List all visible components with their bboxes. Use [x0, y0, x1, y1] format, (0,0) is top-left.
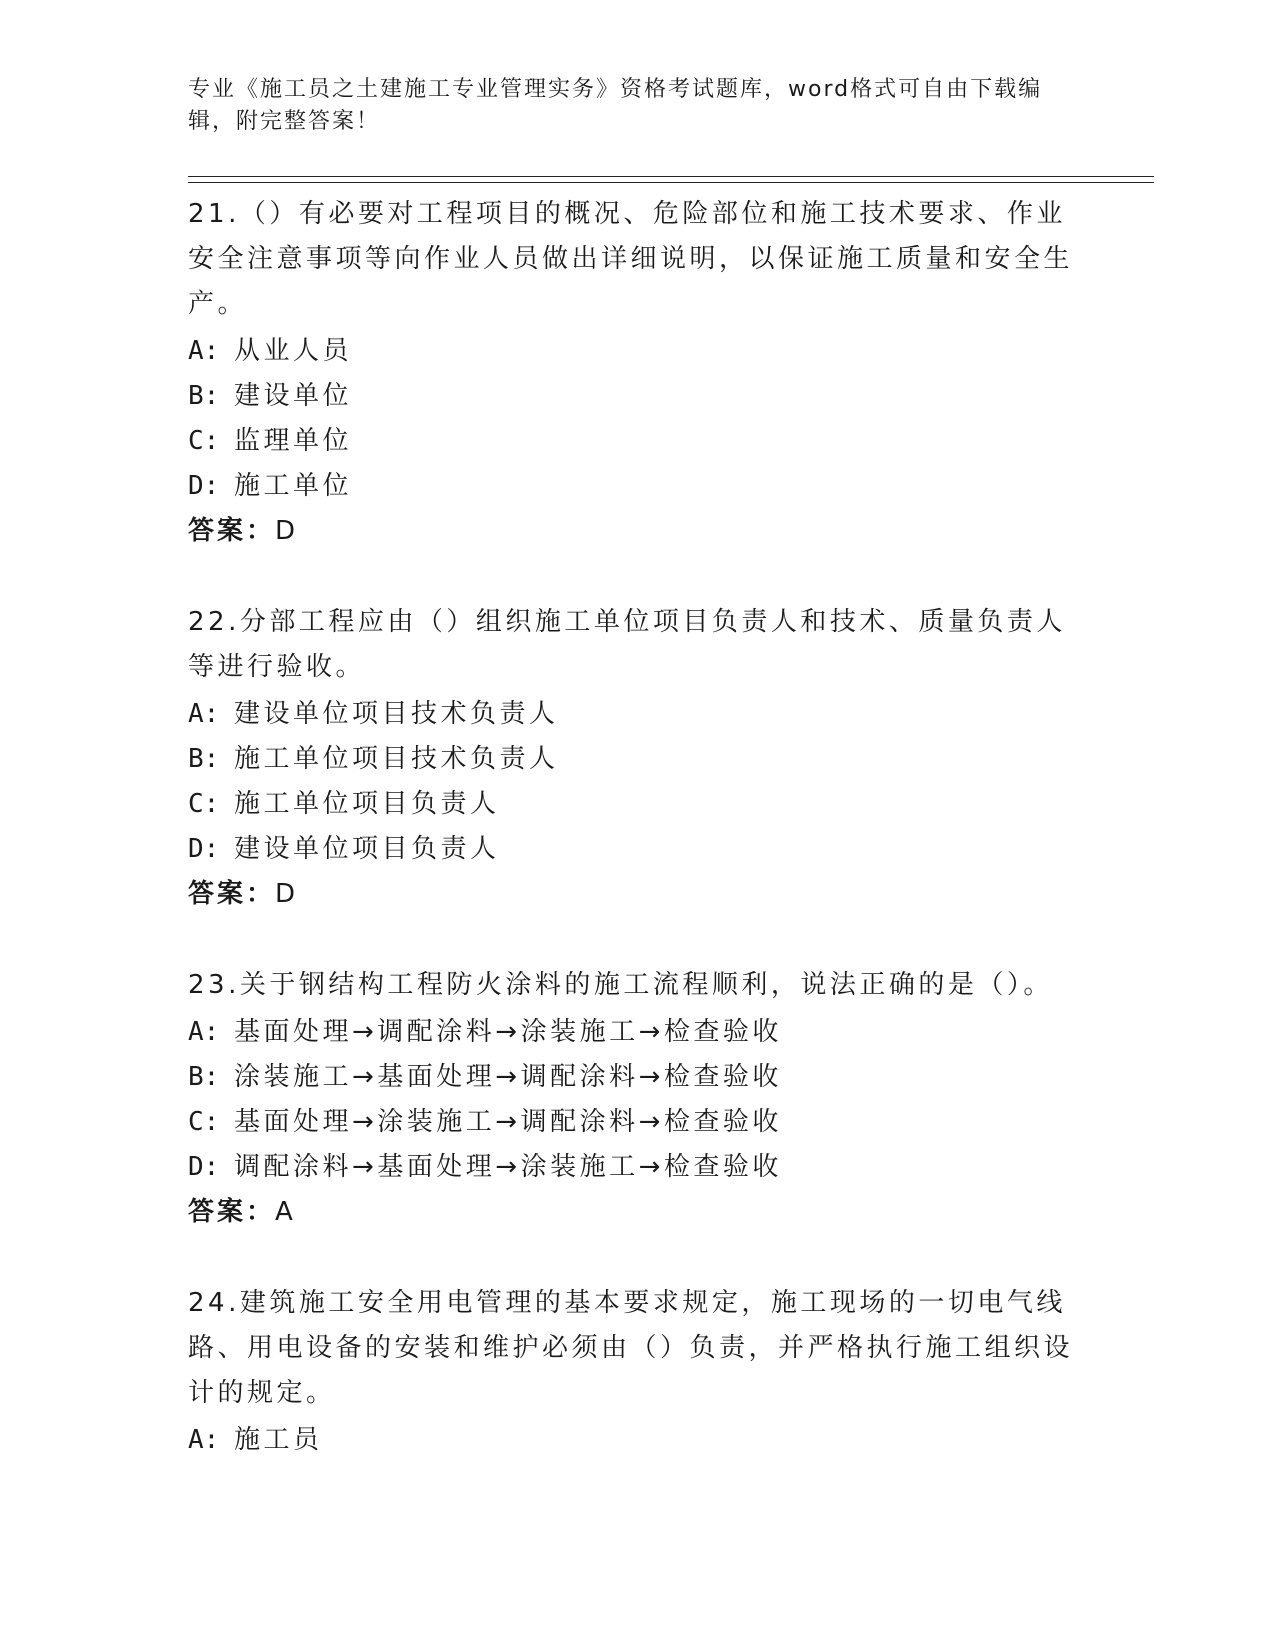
option-text: 基面处理→调配涂料→涂装施工→检查验收 [234, 1017, 782, 1047]
option-a [188, 1418, 1088, 1463]
option-letter: D: [188, 834, 220, 864]
option-letter: B: [188, 1062, 220, 1092]
option-letter: C: [188, 1107, 220, 1137]
option-a [188, 1010, 1088, 1055]
answer-value: D [275, 516, 297, 546]
option-d [188, 1145, 1088, 1190]
question-23 [188, 961, 1088, 1235]
question-text: 23.关于钢结构工程防火涂料的施工流程顺利，说法正确的是（）。 [188, 970, 1053, 1000]
option-text: 施工员 [234, 1425, 323, 1455]
answer-line [188, 872, 1088, 917]
option-text: 建设单位项目负责人 [234, 834, 500, 864]
option-text: 施工单位项目技术负责人 [234, 744, 559, 774]
header-text: 专业《施工员之土建施工专业管理实务》资格考试题库，word格式可自由下载编辑，附完整答案！ [188, 77, 1043, 134]
answer-label: 答案： [188, 1197, 276, 1227]
question-22 [188, 598, 1088, 917]
option-text: 施工单位 [234, 471, 353, 501]
answer-value: D [275, 879, 297, 909]
option-text: 监理单位 [234, 426, 353, 456]
option-text: 基面处理→涂装施工→调配涂料→检查验收 [234, 1107, 782, 1137]
option-a [188, 329, 1088, 374]
question-list [188, 190, 1088, 1507]
option-d [188, 827, 1088, 872]
header-divider-top [188, 176, 1154, 177]
option-c [188, 782, 1088, 827]
option-a [188, 692, 1088, 737]
option-text: 调配涂料→基面处理→涂装施工→检查验收 [234, 1152, 782, 1182]
option-text: 从业人员 [234, 336, 353, 366]
option-text: 建设单位项目技术负责人 [234, 699, 559, 729]
option-letter: B: [188, 744, 220, 774]
option-text: 涂装施工→基面处理→调配涂料→检查验收 [234, 1062, 782, 1092]
option-letter: A: [188, 1425, 220, 1455]
question-text: 21.（）有必要对工程项目的概况、危险部位和施工技术要求、作业安全注意事项等向作业人员做出详细说明，以保证施工质量和安全生产。 [188, 199, 1074, 319]
question-24 [188, 1279, 1088, 1463]
option-text: 施工单位项目负责人 [234, 789, 500, 819]
option-letter: A: [188, 699, 220, 729]
option-b [188, 737, 1088, 782]
answer-line [188, 1190, 1088, 1235]
option-c [188, 1100, 1088, 1145]
option-letter: D: [188, 471, 220, 501]
header-divider-bottom [188, 182, 1154, 183]
answer-value: A [275, 1197, 294, 1227]
option-letter: A: [188, 1017, 220, 1047]
option-letter: A: [188, 336, 220, 366]
option-letter: D: [188, 1152, 220, 1182]
option-letter: B: [188, 381, 220, 411]
question-text: 22.分部工程应由（）组织施工单位项目负责人和技术、质量负责人等进行验收。 [188, 607, 1066, 682]
option-letter: C: [188, 789, 220, 819]
option-text: 建设单位 [234, 381, 353, 411]
question-text: 24.建筑施工安全用电管理的基本要求规定，施工现场的一切电气线路、用电设备的安装和维护必须由（）负责，并严格执行施工组织设计的规定。 [188, 1288, 1074, 1408]
document-header [188, 74, 1068, 138]
option-b [188, 1055, 1088, 1100]
option-b [188, 374, 1088, 419]
answer-line [188, 509, 1088, 554]
option-d [188, 464, 1088, 509]
answer-label: 答案： [188, 879, 276, 909]
answer-label: 答案： [188, 516, 276, 546]
option-c [188, 419, 1088, 464]
question-21 [188, 190, 1088, 554]
option-letter: C: [188, 426, 220, 456]
